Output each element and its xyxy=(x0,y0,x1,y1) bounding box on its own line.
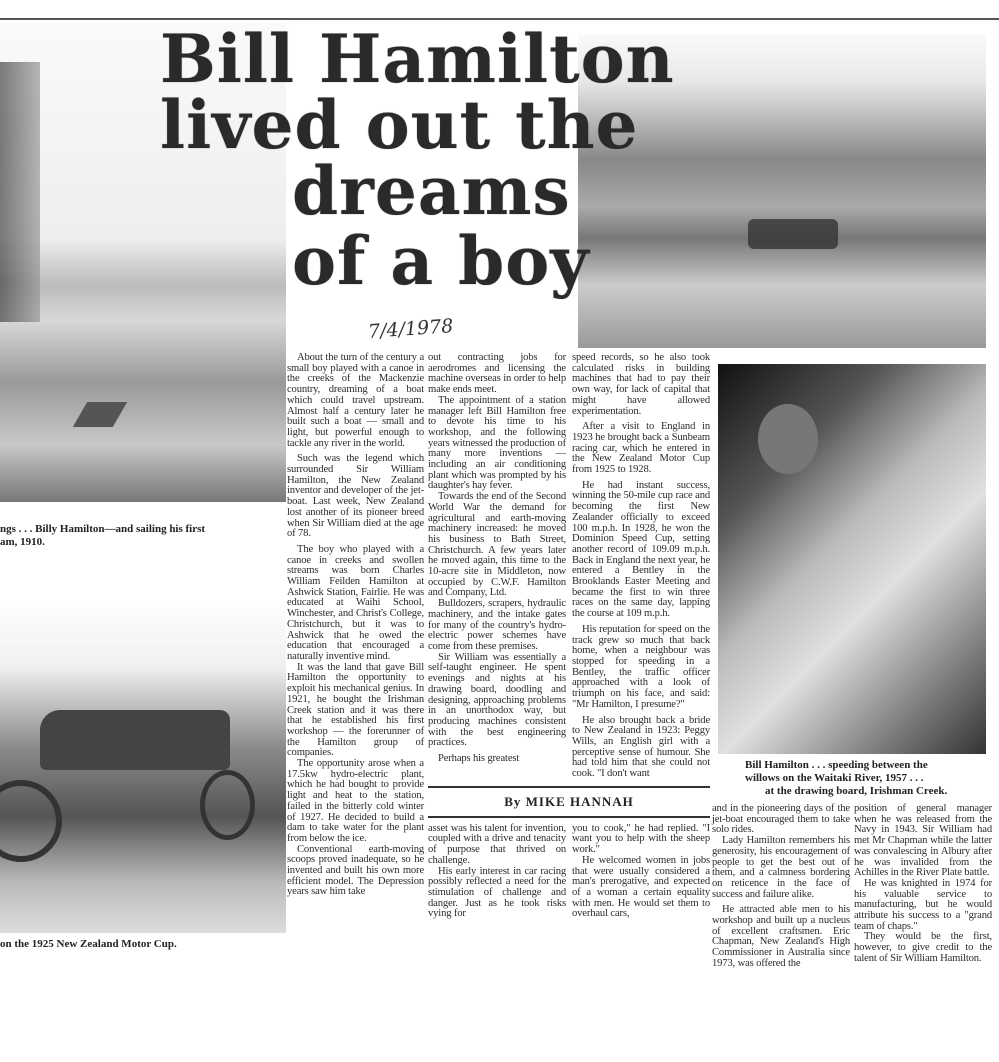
car-body xyxy=(40,710,230,770)
column-3-top xyxy=(572,353,710,780)
photo-racing-car xyxy=(0,600,286,933)
paragraph: The opportunity arose when a 17.5kw hydro-electric plant, which he had bought to provide light and heat to the station, failed in the bitterly cold winter of 1927. He decided to build a dam to take water for the plant from below the ice. xyxy=(287,758,424,844)
photo-drawing-board xyxy=(718,364,986,754)
paragraph: Perhaps his greatest xyxy=(438,753,520,765)
headline-line-1: Bill Hamilton xyxy=(160,20,675,98)
photo-jetboat xyxy=(748,219,838,249)
column-5 xyxy=(854,804,992,965)
paragraph: out contracting jobs for aerodromes and licensing the machine overseas in order to help make ends meet. xyxy=(428,352,566,396)
paragraph: They would be the first, however, to give credit to the talent of Sir William Hamilton. xyxy=(854,931,992,964)
paragraph: He also brought back a bride to New Zealand in 1923: Peggy Wills, an English girl with a perceptive sense of humour. She had told him that she could not cook. "I don't want xyxy=(572,714,710,780)
paragraph: Bulldozers, scrapers, hydraulic machinery, and the intake gates for many of the country's hydro-electric power schemes have come from these premises. xyxy=(428,598,566,652)
handwritten-date: 7/4/1978 xyxy=(367,315,455,343)
headline-line-3: dreams xyxy=(292,152,571,230)
caption-line: at the drawing board, Irishman Creek. xyxy=(765,785,948,797)
headline-line-2: lived out the xyxy=(160,86,639,164)
paragraph: Sir William was essentially a self-taught engineer. He spent evenings and nights at his drawing board, doodling and designing, approaching problems in an unorthodox way, but producing machines consistent with the best engineering practices. xyxy=(428,651,566,749)
paragraph: He attracted able men to his workshop and built up a nucleus of excellent craftsmen. Eric Chapman, New Zealand's High Commissioner in Australia since 1973, was offered the xyxy=(712,904,850,969)
middle-columns-top xyxy=(428,353,710,780)
paragraph: Lady Hamilton remembers his generosity, his encouragement of people to get the best out of them, and a calmness bordering on reticence in the face of success and failure alike. xyxy=(712,835,850,900)
right-columns-body xyxy=(712,804,992,970)
paragraph: Towards the end of the Second World War the demand for agricultural and earth-moving machinery increased: he moved his business to Bath Street, Christchurch. A few years later he moved again, this time to the 10-acre site in Middleton, now occupied by C.W.F. Hamilton and Company, Ltd. xyxy=(428,491,566,599)
column-3-bottom xyxy=(572,824,710,920)
paragraph: After a visit to England in 1923 he brought back a Sunbeam racing car, which he entered in the New Zealand Motor Cup from 1925 to 1928. xyxy=(572,421,710,476)
paragraph: Such was the legend which surrounded Sir William Hamilton, the New Zealand inventor and developer of the jet-boat. Last week, New Zealand lost another of its pioneer breed when Sir William died at the age of 78. xyxy=(287,453,424,540)
car-wheel-rear xyxy=(200,770,255,840)
photo-head xyxy=(758,404,818,474)
caption-line: Bill Hamilton . . . speeding between the xyxy=(745,759,928,771)
caption-line: ngs . . . Billy Hamilton—and sailing his first xyxy=(0,523,206,535)
photo-figure xyxy=(0,62,40,322)
photo-sail xyxy=(73,402,127,427)
column-1 xyxy=(287,353,424,898)
paragraph: The appointment of a station manager left Bill Hamilton free to devote his time to his workshop, and the following years witnessed the production of many more inventions — including an air conditioning plant which was prompted by his daughter's hay fever. xyxy=(428,394,566,492)
paragraph: He had instant success, winning the 50-mile cup race and becoming the first New Zealander officially to exceed 100 m.p.h. In 1928, he won the Dominion Speed Cup, setting another record of 109.09 m.p.h. Back in England the next year, he entered a Bentley in the Brooklands Easter Meeting and became the first to win three races on the same day, lapping the course at 109 m.p.h. xyxy=(572,479,710,620)
column-2-top xyxy=(428,353,566,765)
paragraph: It was the land that gave Bill Hamilton the opportunity to exploit his mechanical genius. In 1921, he bought the Irishman Creek station and it was there that he established his first workshop — the forerunner of the Hamilton group of companies. xyxy=(287,661,424,759)
caption-bottom-left: on the 1925 New Zealand Motor Cup. xyxy=(0,938,177,950)
middle-columns xyxy=(428,353,710,920)
paragraph: He was knighted in 1974 for his valuable service to manufacturing, but he would attribute his success to a "grand team of chaps." xyxy=(854,877,992,932)
column-2-bottom xyxy=(428,824,566,920)
car-wheel-front xyxy=(0,780,62,862)
middle-columns-bottom xyxy=(428,824,710,920)
paragraph: speed records, so he also took calculated risks in building machines that had to pay their own way, for lack of capital that might have allowed experimentation. xyxy=(572,352,710,417)
column-4 xyxy=(712,804,850,970)
paragraph: About the turn of the century a small boy played with a canoe in the creeks of the Mackenzie country, dreaming of a boat which could travel upstream. Almost half a century later he built such a boat — small and light, but powerful enough to tackle any river in the world. xyxy=(287,352,424,449)
right-columns xyxy=(712,759,992,970)
paragraph: and in the pioneering days of the jet-boat encouraged them to take solo rides. xyxy=(712,803,850,836)
caption-line: am, 1910. xyxy=(0,536,45,548)
paragraph: His early interest in car racing possibly reflected a need for the stimulation of challenge and danger. Just as he took risks vying for xyxy=(428,865,566,920)
byline: By MIKE HANNAH xyxy=(428,786,710,818)
caption-line: willows on the Waitaki River, 1957 . . . xyxy=(745,772,924,784)
paragraph: you to cook," he had replied. "I want you to help with the sheep work." xyxy=(572,822,710,856)
paragraph: His reputation for speed on the track grew so much that back home, when a neighbour was stopped for speeding in a Bentley, the traffic officer approached with a look of triumph on his face, and said: "Mr Hamilton, I presume?" xyxy=(572,623,710,710)
paragraph: position of general manager when he was released from the Navy in 1943. Sir William had met Mr Chapman while the latter was convalescing in Albury after he was invalided from the Achilles in the River Plate battle. xyxy=(854,803,992,879)
paragraph: The boy who played with a canoe in creeks and swollen streams was born Charles William Feilden Hamilton at Ashwick Station, Fairlie. He was educated at Waihi School, Winchester, and Christ's College, Christchurch, but it was to Ashwick that he owed the education that encouraged a naturally inventive mind. xyxy=(287,543,424,662)
paragraph: asset was his talent for invention, coupled with a drive and tenacity of purpose that thrived on challenge. xyxy=(428,822,566,866)
headline-line-4: of a boy xyxy=(292,222,590,300)
paragraph: Conventional earth-moving scoops proved inadequate, so he invented and built his own more efficient model. The Depression years saw him take xyxy=(287,843,424,898)
caption-right xyxy=(712,759,992,798)
caption-top-left xyxy=(0,523,286,549)
paragraph: He welcomed women in jobs that were usually considered a man's prerogative, and expected of a woman a certain equality with men. He would set them to overhaul cars, xyxy=(572,854,710,920)
